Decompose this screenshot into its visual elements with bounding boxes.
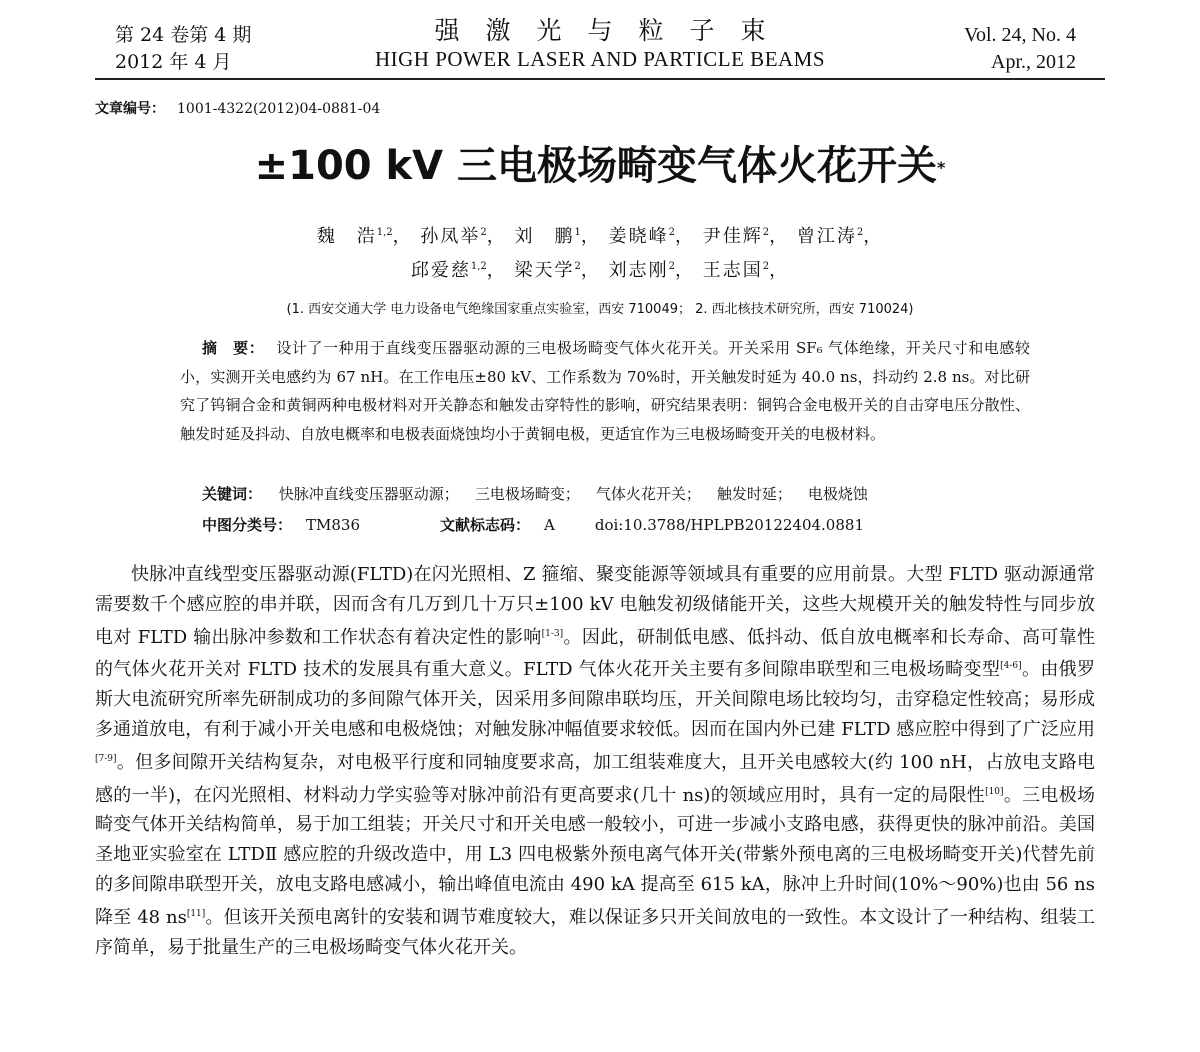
clc-label: 中图分类号： xyxy=(202,516,293,534)
date-en: Apr., 2012 xyxy=(991,51,1076,73)
classification xyxy=(202,514,864,535)
author-name: 曾江涛 xyxy=(796,226,857,247)
citation-mark: [1-3] xyxy=(541,628,564,639)
author-name: 刘志刚 xyxy=(608,260,669,281)
body-text-run: 快脉冲直线型变压器驱动源(FLTD)在闪光照相、Z 箍缩、聚变能源等领域具有重要的应用前景。大型 FLTD 驱动源通常需要数千个感应腔的串并联，因而含有几万到几十万只±100 kV 电触发初级储能开关，这些大规模开关的触发特性与同步放电对 FLTD 输出脉冲参数和工作状态有着决定性的影响 xyxy=(95,564,1095,648)
article-number-value: 1001-4322(2012)04-0881-04 xyxy=(177,101,381,117)
author-affiliation-mark: 2 xyxy=(668,261,675,272)
author-affiliation-mark: 2 xyxy=(480,227,487,238)
author-name: 刘 鹏 xyxy=(514,226,575,247)
body-text-run: 。但该开关预电离针的安装和调节难度较大，难以保证多只开关间放电的一致性。本文设计了一种结构、组装工序简单，易于批量生产的三电极场畸变气体火花开关。 xyxy=(95,906,1095,958)
author-name: 王志国 xyxy=(702,260,763,281)
citation-mark: [11] xyxy=(186,908,206,919)
header-right xyxy=(964,22,1076,76)
abstract-text: 设计了一种用于直线变压器驱动源的三电极场畸变气体火花开关。开关采用 SF₆ 气体绝缘，开关尺寸和电感较小，实测开关电感约为 67 nH。在工作电压±80 kV、工作系数为 70%时，开关触发时延为 40.0 ns，抖动约 2.8 ns。对比研究了钨铜合金和黄铜两种电极材料对开关静态和触发击穿特性的影响，研究结果表明：铜钨合金电极开关的自击穿电压分散性、触发时延及抖动、自放电概率和电极表面烧蚀均小于黄铜电极，更适宜作为三电极场畸变开关的电极材料。 xyxy=(180,339,1030,443)
abstract xyxy=(180,334,1030,448)
header-rule xyxy=(95,78,1105,80)
doi: doi:10.3788/HPLPB20122404.0881 xyxy=(594,516,864,534)
author-list-line-1: 魏 浩$^{1,2}$， 孙凤举$^2$， 刘 鹏$^1$， 姜晓峰$^2$， 尹佳辉$^2$， 曾江涛$^2$， xyxy=(316,226,884,247)
keywords xyxy=(202,483,884,504)
author-list-line-2: 邱爱慈$^{1,2}$， 梁天学$^2$， 刘志刚$^2$， 王志国$^2$， xyxy=(410,260,790,281)
journal-title-cn: 强激光与粒子束 xyxy=(434,16,792,45)
author-name: 姜晓峰 xyxy=(608,226,669,247)
author-name: 邱爱慈 xyxy=(410,260,471,281)
author-affiliation-mark: 2 xyxy=(856,227,864,238)
article-number xyxy=(95,98,380,118)
journal-title-en: HIGH POWER LASER AND PARTICLE BEAMS xyxy=(374,47,826,71)
abstract-label: 摘 要： xyxy=(202,339,265,357)
author-name: 梁天学 xyxy=(514,260,575,281)
body-paragraph xyxy=(95,560,1095,962)
keyword: 三电极场畸变； xyxy=(474,485,580,503)
author-name: 孙凤举 xyxy=(420,226,481,247)
title-footnote-mark: * xyxy=(937,158,946,177)
clc-value: TM836 xyxy=(306,516,361,534)
keywords-label: 关键词： xyxy=(202,485,263,503)
citation-mark: [4-6] xyxy=(1000,661,1022,672)
doc-code-label: 文献标志码： xyxy=(440,516,531,534)
keyword: 快脉冲直线变压器驱动源； xyxy=(278,485,459,503)
author-affiliation-mark: 2 xyxy=(762,227,770,238)
citation-mark: [7-9] xyxy=(95,753,117,764)
body-text-run: 。因此，研制低电感、低抖动、低自放电概率和长寿命、高可靠性的气体火花开关对 FLTD 技术的发展具有重大意义。FLTD 气体火花开关主要有多间隙串联型和三电极场畸变型 xyxy=(95,626,1095,681)
affiliations: (1. 西安交通大学 电力设备电气绝缘国家重点实验室，西安 710049； 2. 西北核技术研究所，西安 710024) xyxy=(286,302,914,317)
volume-issue-cn: 第 24 卷第 4 期 xyxy=(115,24,252,46)
author-affiliation-mark: 2 xyxy=(762,261,770,272)
body-text-run: 。由俄罗斯大电流研究所率先研制成功的多间隙气体开关，因采用多间隙串联均压，开关间隙电场比较均匀，击穿稳定性较高；易形成多通道放电，有利于减小开关电感和电极烧蚀；对触发脉冲幅值要求较低。因而在国内外已建 FLTD 感应腔中得到了广泛应用 xyxy=(95,659,1095,740)
author-name: 尹佳辉 xyxy=(702,226,763,247)
keyword: 触发时延； xyxy=(716,485,792,503)
author-affiliation-mark: 1,2 xyxy=(376,227,393,238)
keyword: 气体火花开关； xyxy=(595,485,701,503)
date-cn: 2012 年 4 月 xyxy=(115,51,232,73)
keyword: 电极烧蚀 xyxy=(807,485,868,503)
author-affiliation-mark: 2 xyxy=(574,261,581,272)
volume-issue-en: Vol. 24, No. 4 xyxy=(964,24,1076,46)
author-affiliation-mark: 2 xyxy=(668,227,675,238)
body-text-run: 。三电极场畸变气体开关结构简单，易于加工组装；开关尺寸和开关电感一般较小，可进一步减小支路电感，获得更快的脉冲前沿。美国圣地亚实验室在 LTDⅡ 感应腔的升级改造中，用 L3 四电极紫外预电离气体开关(带紫外预电离的三电极场畸变开关)代替先前的多间隙串联型开关，放电支路电感减小，输出峰值电流由 490 kA 提高至 615 kA，脉冲上升时间(10%～90%)也由 56 ns 降至 48 ns xyxy=(95,784,1095,928)
author-name: 魏 浩 xyxy=(316,226,377,247)
author-affiliation-mark: 1 xyxy=(574,227,581,238)
paper-title-text: ±100 kV 三电极场畸变气体火花开关 xyxy=(254,143,938,189)
doc-code-value: A xyxy=(544,516,555,534)
paper-title xyxy=(0,140,1200,192)
body-text-run: 。但多间隙开关结构复杂，对电极平行度和同轴度要求高，加工组装难度大，且开关电感较大(约 100 nH，占放电支路电感的一半)，在闪光照相、材料动力学实验等对脉冲前沿有更高要求(几十 ns)的领域应用时，具有一定的局限性 xyxy=(95,751,1095,806)
author-affiliation-mark: 1,2 xyxy=(470,261,487,272)
citation-mark: [10] xyxy=(985,786,1004,797)
article-number-label: 文章编号： xyxy=(95,101,165,117)
